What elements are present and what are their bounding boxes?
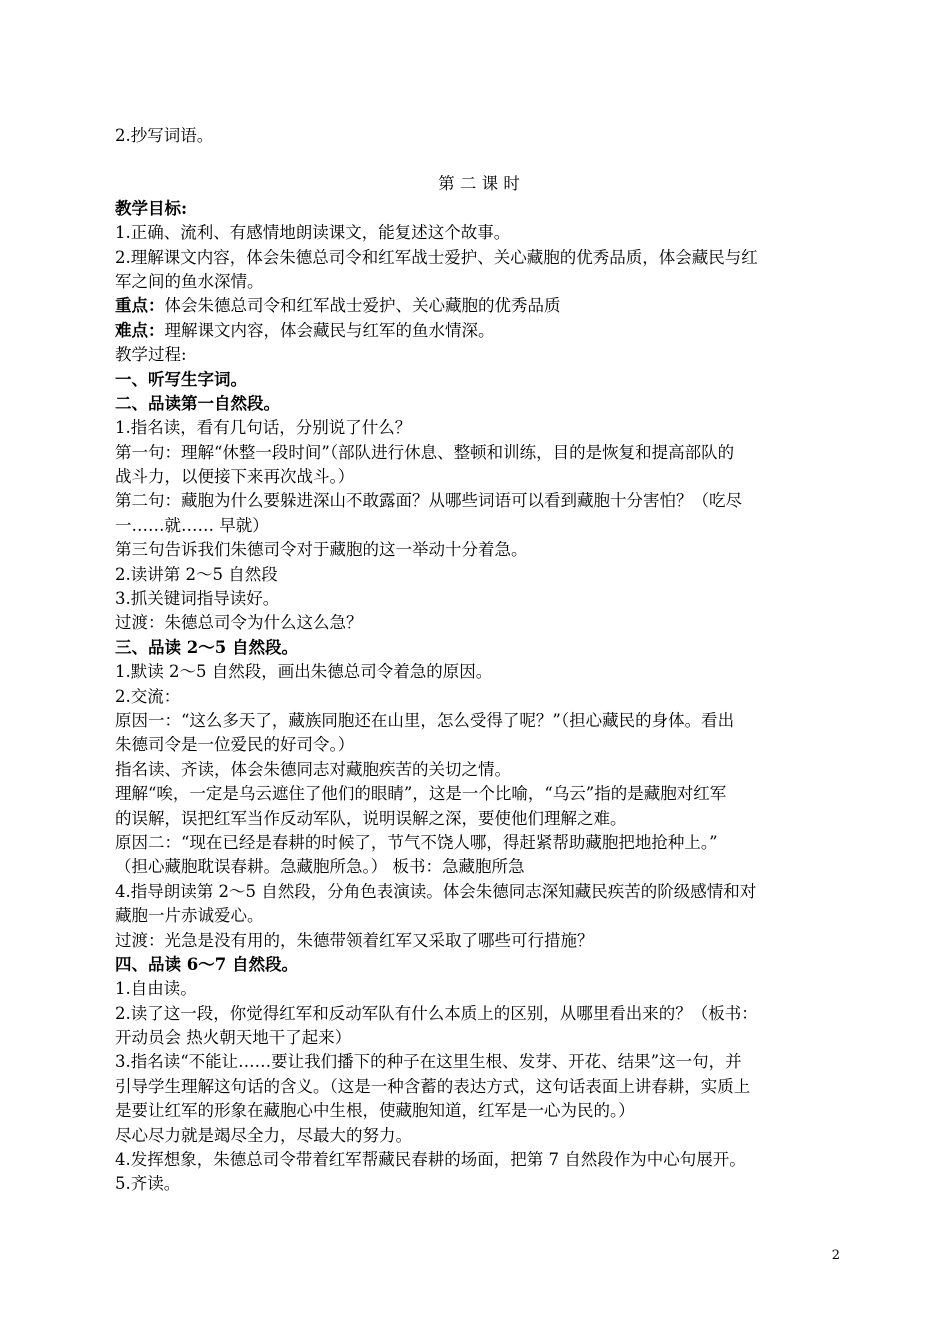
document-body	[115, 124, 843, 1197]
text-line: 第一句：理解“休整一段时间”（部队进行休息、整顿和训练，目的是恢复和提高部队的	[115, 442, 735, 462]
text-line: 第二句：藏胞为什么要躲进深山不敢露面？从哪些词语可以看到藏胞十分害怕？（吃尽	[115, 491, 742, 511]
text-line: 原因二：“现在已经是春耕的时候了，节气不饶人哪，得赶紧帮助藏胞把地抢种上。”	[115, 832, 718, 852]
text-line: 军之间的鱼水深情。	[115, 271, 264, 291]
line-text: 理解课文内容，体会藏民与红军的鱼水情深。	[164, 320, 495, 340]
text-line: 2.抄写词语。	[115, 126, 214, 145]
text-line: 3.抓关键词指导读好。	[115, 589, 280, 609]
text-line: 是要让红军的形象在藏胞心中生根，使藏胞知道，红军是一心为民的。）	[115, 1101, 635, 1121]
labeled-line	[115, 294, 843, 318]
text-line: 尽心尽力就是竭尽全力，尽最大的努力。	[115, 1125, 412, 1145]
page-number: 2	[831, 1248, 840, 1263]
text-line: 3.指名读“不能让……要让我们播下的种子在这里生根、发芽、开花、结果”这一句，并	[115, 1052, 742, 1072]
text-line: 2.交流：	[115, 686, 181, 706]
text-line: 开动员会 热火朝天地干了起来）	[115, 1028, 352, 1048]
text-line: 朱德司令是一位爱民的好司令。）	[115, 735, 355, 755]
section-title: 一、听写生字词。	[115, 369, 247, 389]
text-line: 一……就…… 早就）	[115, 515, 269, 535]
text-line: 2.读讲第 2～5 自然段	[115, 564, 278, 584]
section-title: 教学目标:	[115, 198, 188, 218]
section-heading: 第 二 课 时	[438, 174, 520, 194]
text-line: 2.理解课文内容，体会朱德总司令和红军战士爱护、关心藏胞的优秀品质，体会藏民与红	[115, 247, 758, 267]
text-line: （担心藏胞耽误春耕。急藏胞所急。） 板书：急藏胞所急	[115, 857, 525, 877]
text-line: 过渡：朱德总司令为什么这么急？	[115, 613, 363, 633]
text-line: 1.自由读。	[115, 979, 197, 999]
text-line: 藏胞一片赤诚爱心。	[115, 906, 264, 926]
text-line: 战斗力，以便接下来再次战斗。）	[115, 467, 355, 487]
text-line: 过渡：光急是没有用的，朱德带领着红军又采取了哪些可行措施？	[115, 930, 594, 950]
text-line: 第三句告诉我们朱德司令对于藏胞的这一举动十分着急。	[115, 540, 528, 560]
section-title: 四、品读 6～7 自然段。	[115, 954, 298, 974]
text-line: 原因一：“这么多天了，藏族同胞还在山里，怎么受得了呢？”（担心藏民的身体。看出	[115, 710, 735, 730]
blank-line	[115, 148, 843, 172]
text-line: 引导学生理解这句话的含义。（这是一种含蓄的表达方式，这句话表面上讲春耕，实质上	[115, 1076, 751, 1096]
text-line: 4.指导朗读第 2～5 自然段，分角色表演读。体会朱德同志深知藏民疾苦的阶级感情和对	[115, 881, 757, 901]
text-line: 指名读、齐读，体会朱德同志对藏胞疾苦的关切之情。	[115, 759, 511, 779]
text-line: 理解“唉，一定是乌云遮住了他们的眼睛”，这是一个比喻，“乌云”指的是藏胞对红军	[115, 784, 727, 804]
text-line: 5.齐读。	[115, 1174, 181, 1194]
text-line: 2.读了这一段，你觉得红军和反动军队有什么本质上的区别，从哪里看出来的？（板书：	[115, 1003, 758, 1023]
text-line: 1.默读 2～5 自然段，画出朱德总司令着急的原因。	[115, 662, 493, 682]
labeled-line	[115, 319, 843, 343]
text-line: 1.正确、流利、有感情地朗读课文，能复述这个故事。	[115, 223, 511, 243]
text-line: 教学过程:	[115, 345, 187, 365]
line-label: 难点：	[115, 320, 165, 340]
text-line: 1.指名读，看有几句话，分别说了什么？	[115, 418, 412, 438]
text-line: 4.发挥想象，朱德总司令带着红军帮藏民春耕的场面，把第 7 自然段作为中心句展开。	[115, 1150, 746, 1170]
line-label: 重点：	[115, 296, 165, 316]
text-line: 的误解，误把红军当作反动军队，说明误解之深，要使他们理解之难。	[115, 808, 627, 828]
line-text: 体会朱德总司令和红军战士爱护、关心藏胞的优秀品质	[164, 296, 561, 316]
section-title: 三、品读 2～5 自然段。	[115, 637, 298, 657]
section-title: 二、品读第一自然段。	[115, 393, 280, 413]
